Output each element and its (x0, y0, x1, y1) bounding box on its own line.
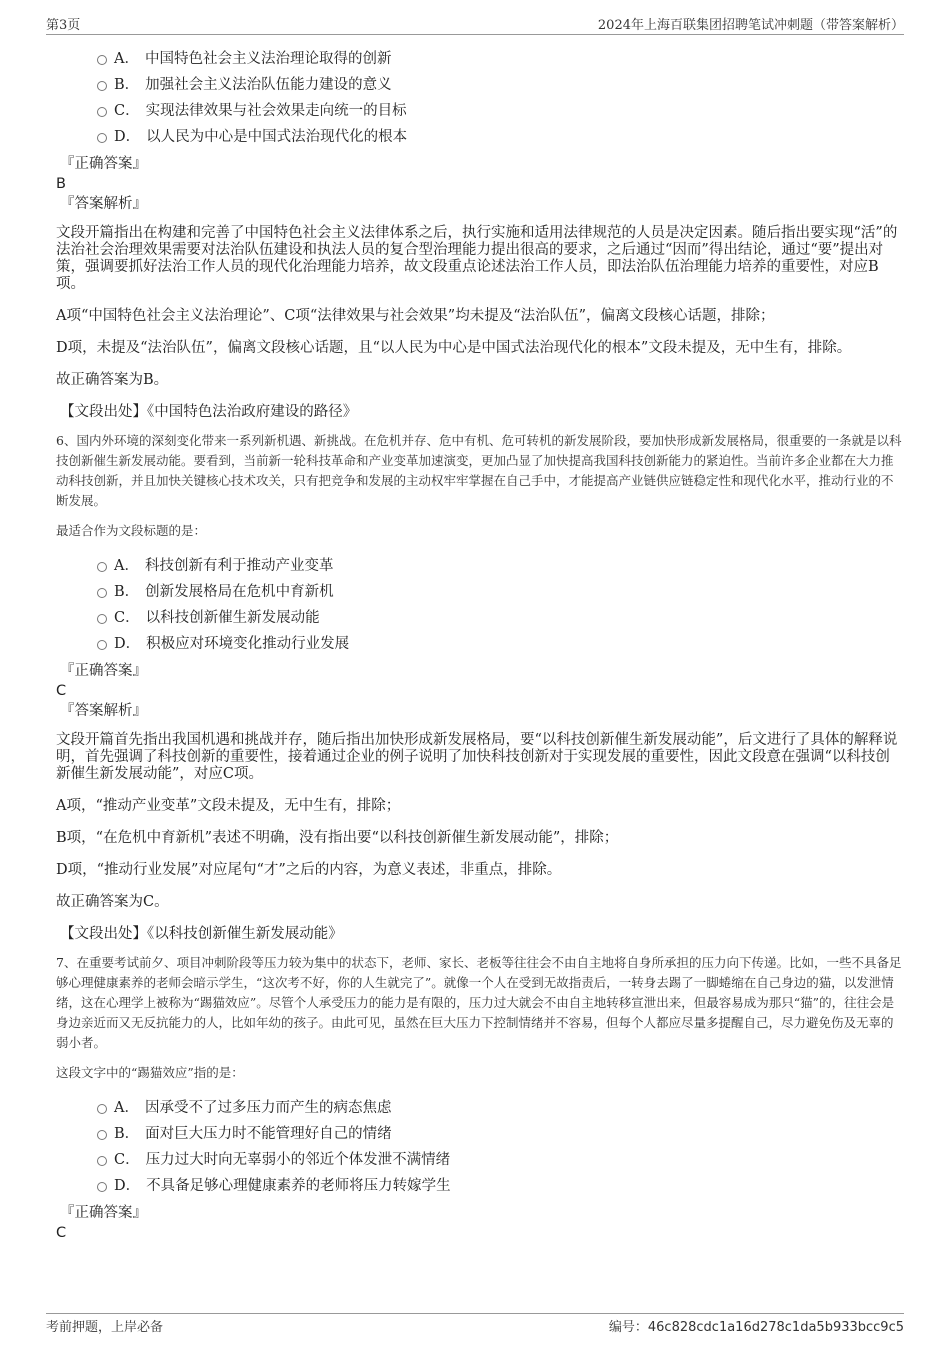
q5-option-b[interactable]: B． 加强社会主义法治队伍能力建设的意义 (56, 72, 902, 98)
q5-analysis-paragraph: A项“中国特色社会主义法治理论”、C项“法律效果与社会效果”均未提及“法治队伍”，偏离文段核心话题，排除； (56, 308, 775, 324)
q6-source: 【文段出处】《以科技创新催生新发展动能》 (60, 926, 343, 942)
radio-icon[interactable] (97, 81, 107, 91)
q6-analysis-paragraph: B项，“在危机中育新机”表述不明确，没有指出要“以科技创新催生新发展动能”，排除； (56, 830, 619, 846)
radio-icon[interactable] (97, 107, 107, 117)
page-header (46, 12, 904, 35)
q5-answer: B (56, 176, 66, 192)
q5-option-d[interactable]: D． 以人民为中心是中国式法治现代化的根本 (56, 124, 902, 150)
q6-option-c[interactable]: C． 以科技创新催生新发展动能 (56, 605, 902, 631)
radio-icon[interactable] (97, 133, 107, 143)
q6-option-b[interactable]: B． 创新发展格局在危机中育新机 (56, 579, 902, 605)
q6-options (56, 553, 902, 657)
q5-analysis-label: 『答案解析』 (60, 196, 147, 212)
document-title: 2024年上海百联集团招聘笔试冲刺题（带答案解析） (597, 18, 904, 33)
q7-option-c[interactable]: C． 压力过大时向无辜弱小的邻近个体发泄不满情绪 (56, 1147, 902, 1173)
q6-analysis-paragraph: D项，“推动行业发展”对应尾句“才”之后的内容，为意义表述，非重点，排除。 (56, 862, 562, 878)
q5-options (56, 46, 902, 150)
q7-options (56, 1095, 902, 1199)
q7-option-a[interactable]: A． 因承受不了过多压力而产生的病态焦虑 (56, 1095, 902, 1121)
q5-source: 【文段出处】《中国特色法治政府建设的路径》 (60, 404, 358, 420)
radio-icon[interactable] (97, 614, 107, 624)
q6-analysis-paragraph: A项，“推动产业变革”文段未提及，无中生有，排除； (56, 798, 401, 814)
page-content (56, 44, 902, 1243)
document-code-value: 46c828cdc1a16d278c1da5b933bcc9c5 (647, 1320, 904, 1335)
q6-analysis-paragraph: 文段开篇首先指出我国机遇和挑战并存，随后指出加快形成新发展格局，要“以科技创新催生新发展动能”，后文进行了具体的解释说明，首先强调了科技创新的重要性，接着通过企业的例子说明了加快科技创新对于实现发展的重要性，因此文段意在强调“以科技创新催生新发展动能”，对应C项。 (56, 732, 898, 782)
q7-answer: C (56, 1225, 67, 1241)
radio-icon[interactable] (97, 1104, 107, 1114)
q6-option-a[interactable]: A． 科技创新有利于推动产业变革 (56, 553, 902, 579)
q7-answer-label: 『正确答案』 (60, 1205, 147, 1221)
q6-prompt: 最适合作为文段标题的是： (56, 523, 207, 538)
radio-icon[interactable] (97, 588, 107, 598)
radio-icon[interactable] (97, 1182, 107, 1192)
q6-analysis-paragraph: 故正确答案为C。 (56, 894, 169, 910)
footer-slogan: 考前押题，上岸必备 (46, 1320, 164, 1335)
q7-option-b[interactable]: B． 面对巨大压力时不能管理好自己的情绪 (56, 1121, 902, 1147)
q5-option-c[interactable]: C． 实现法律效果与社会效果走向统一的目标 (56, 98, 902, 124)
q6-analysis-label: 『答案解析』 (60, 703, 147, 719)
q7-option-d[interactable]: D． 不具备足够心理健康素养的老师将压力转嫁学生 (56, 1173, 902, 1199)
radio-icon[interactable] (97, 562, 107, 572)
radio-icon[interactable] (97, 55, 107, 65)
radio-icon[interactable] (97, 1130, 107, 1140)
q5-option-a[interactable]: A． 中国特色社会主义法治理论取得的创新 (56, 46, 902, 72)
radio-icon[interactable] (97, 640, 107, 650)
q6-question-text: 6、国内外环境的深刻变化带来一系列新机遇、新挑战。在危机并存、危中有机、危可转机的新发展阶段，要加快形成新发展格局，很重要的一条就是以科技创新催生新发展动能。要看到，当前新一轮科技革命和产业变革加速演变，更加凸显了加快提高我国科技创新能力的紧迫性。当前许多企业都在大力推动科技创新，并且加快关键核心技术攻关，只有把竞争和发展的主动权牢牢掌握在自己手中，才能提高产业链供应链稳定性和现代化水平，推动行业的不断发展。 (56, 433, 902, 508)
q6-answer: C (56, 683, 67, 699)
q6-answer-label: 『正确答案』 (60, 663, 147, 679)
document-code-label: 编号： (608, 1320, 648, 1335)
q5-analysis-paragraph: 文段开篇指出在构建和完善了中国特色社会主义法律体系之后，执行实施和适用法律规范的人员是决定因素。随后指出要实现“活”的法治社会治理效果需要对法治队伍建设和执法人员的复合型治理能力提出很高的要求，之后通过“因而”得出结论，通过“要”提出对策，强调要抓好法治工作人员的现代化治理能力培养，故文段重点论述法治工作人员，即法治队伍治理能力培养的重要性，对应B项。 (56, 225, 898, 292)
radio-icon[interactable] (97, 1156, 107, 1166)
q7-question-text: 7、在重要考试前夕、项目冲刺阶段等压力较为集中的状态下，老师、家长、老板等往往会不由自主地将自身所承担的压力向下传递。比如，一些不具备足够心理健康素养的老师会暗示学生，“这次考不好，你的人生就完了”。就像一个人在受到无故指责后，一转身去踢了一脚蜷缩在自己身边的猫，以发泄情绪，这在心理学上被称为“踢猫效应”。尽管个人承受压力的能力是有限的，压力过大就会不由自主地转移宣泄出来，但最容易成为那只“猫”的，往往会是身边亲近而又无反抗能力的人，比如年幼的孩子。由此可见，虽然在巨大压力下控制情绪并不容易，但每个人都应尽量多提醒自己，尽力避免伤及无辜的弱小者。 (56, 955, 902, 1050)
q5-analysis-paragraph: 故正确答案为B。 (56, 372, 169, 388)
page-number: 第3页 (46, 18, 81, 33)
q7-prompt: 这段文字中的“踢猫效应”指的是： (56, 1065, 244, 1080)
q6-option-d[interactable]: D． 积极应对环境变化推动行业发展 (56, 631, 902, 657)
q5-analysis-paragraph: D项，未提及“法治队伍”，偏离文段核心话题，且“以人民为中心是中国式法治现代化的根本”文段未提及，无中生有，排除。 (56, 340, 852, 356)
document-code (609, 1316, 904, 1335)
page-footer (46, 1313, 904, 1336)
q5-answer-label: 『正确答案』 (60, 156, 147, 172)
